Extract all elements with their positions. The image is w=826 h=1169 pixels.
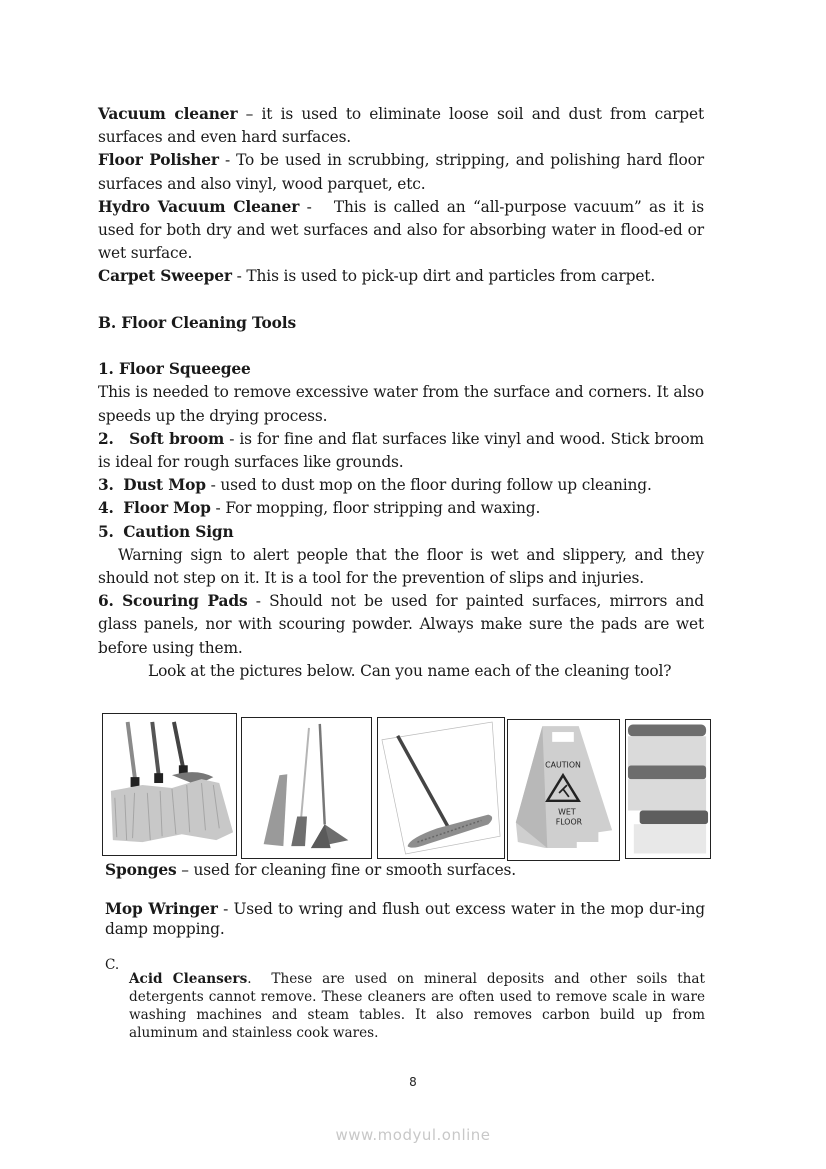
- svg-text:WET: WET: [558, 807, 576, 817]
- definition-carpet-sweeper: Carpet Sweeper - This is used to pick-up dirt and particles from carpet.: [98, 267, 656, 286]
- section-c: [105, 956, 705, 1055]
- item-caution-sign-text: Warning sign to alert people that the floor is wet and slippery, and they should not step on it. It is a tool for the prevention of slips and injuries.: [98, 545, 704, 588]
- section-b-heading: B. Floor Cleaning Tools: [98, 314, 296, 332]
- svg-text:CAUTION: CAUTION: [545, 760, 581, 770]
- dust-mop-illustration: [378, 718, 504, 858]
- picture-floor-mops: [102, 713, 237, 856]
- item-scouring-pads: 6. Scouring Pads - Should not be used for painted surfaces, mirrors and glass panels, nor with scouring powder. Always make sure the pads are wet before using them.: [98, 592, 704, 657]
- item-dust-mop: 3. Dust Mop - used to dust mop on the floor during follow up cleaning.: [98, 476, 652, 495]
- equipment-list: [98, 103, 704, 289]
- definition-vacuum-cleaner: Vacuum cleaner – it is used to eliminate loose soil and dust from carpet surfaces and even hard surfaces.: [98, 105, 705, 147]
- definition-floor-polisher: Floor Polisher - To be used in scrubbing, stripping, and polishing hard floor surfaces and also vinyl, wood parquet, etc.: [98, 151, 704, 193]
- item-caution-sign-title: 5. Caution Sign: [98, 522, 234, 541]
- sponges-illustration: [626, 720, 710, 858]
- page-number: 8: [409, 1075, 417, 1089]
- mops-illustration: [103, 714, 236, 855]
- picture-brooms: [241, 717, 372, 859]
- pictures-prompt: Look at the pictures below. Can you name each of the cleaning tool?: [148, 661, 672, 680]
- section-c-text: Acid Cleansers. These are used on mineral deposits and other soils that detergents cannot remove. These cleaners are often used to remove scale in ware washing machines and steam tables. It also removes carbon build up from aluminum and stainless cook wares.: [129, 970, 705, 1041]
- definition-sponges: Sponges – used for cleaning fine or smooth surfaces.: [105, 861, 517, 879]
- watermark: www.modyul.online: [335, 1126, 491, 1144]
- section-c-label: C.: [105, 957, 120, 973]
- item-soft-broom: 2. Soft broom - is for fine and flat surfaces like vinyl and wood. Stick broom is ideal for rough surfaces like grounds.: [98, 429, 704, 472]
- picture-caution-sign: [507, 719, 620, 861]
- picture-dust-mop: [377, 717, 505, 859]
- section-b: [98, 312, 704, 683]
- definition-mop-wringer: Mop Wringer - Used to wring and flush out excess water in the mop dur-ing damp mopping.: [105, 900, 705, 938]
- svg-text:FLOOR: FLOOR: [555, 817, 583, 827]
- extra-definitions: [105, 860, 705, 939]
- item-floor-squeegee-text: This is needed to remove excessive water from the surface and corners. It also speeds up the drying process.: [98, 383, 704, 425]
- picture-sponges: [625, 719, 711, 859]
- caution-sign-illustration: [508, 720, 619, 860]
- item-floor-squeegee-title: 1. Floor Squeegee: [98, 360, 251, 379]
- definition-hydro-vacuum: Hydro Vacuum Cleaner - This is called an “all-purpose vacuum” as it is used for both dry and wet surfaces and also for absorbing water in flood-ed or wet surface.: [98, 197, 704, 263]
- item-floor-mop: 4. Floor Mop - For mopping, floor stripping and waxing.: [98, 499, 541, 518]
- brooms-illustration: [242, 718, 371, 858]
